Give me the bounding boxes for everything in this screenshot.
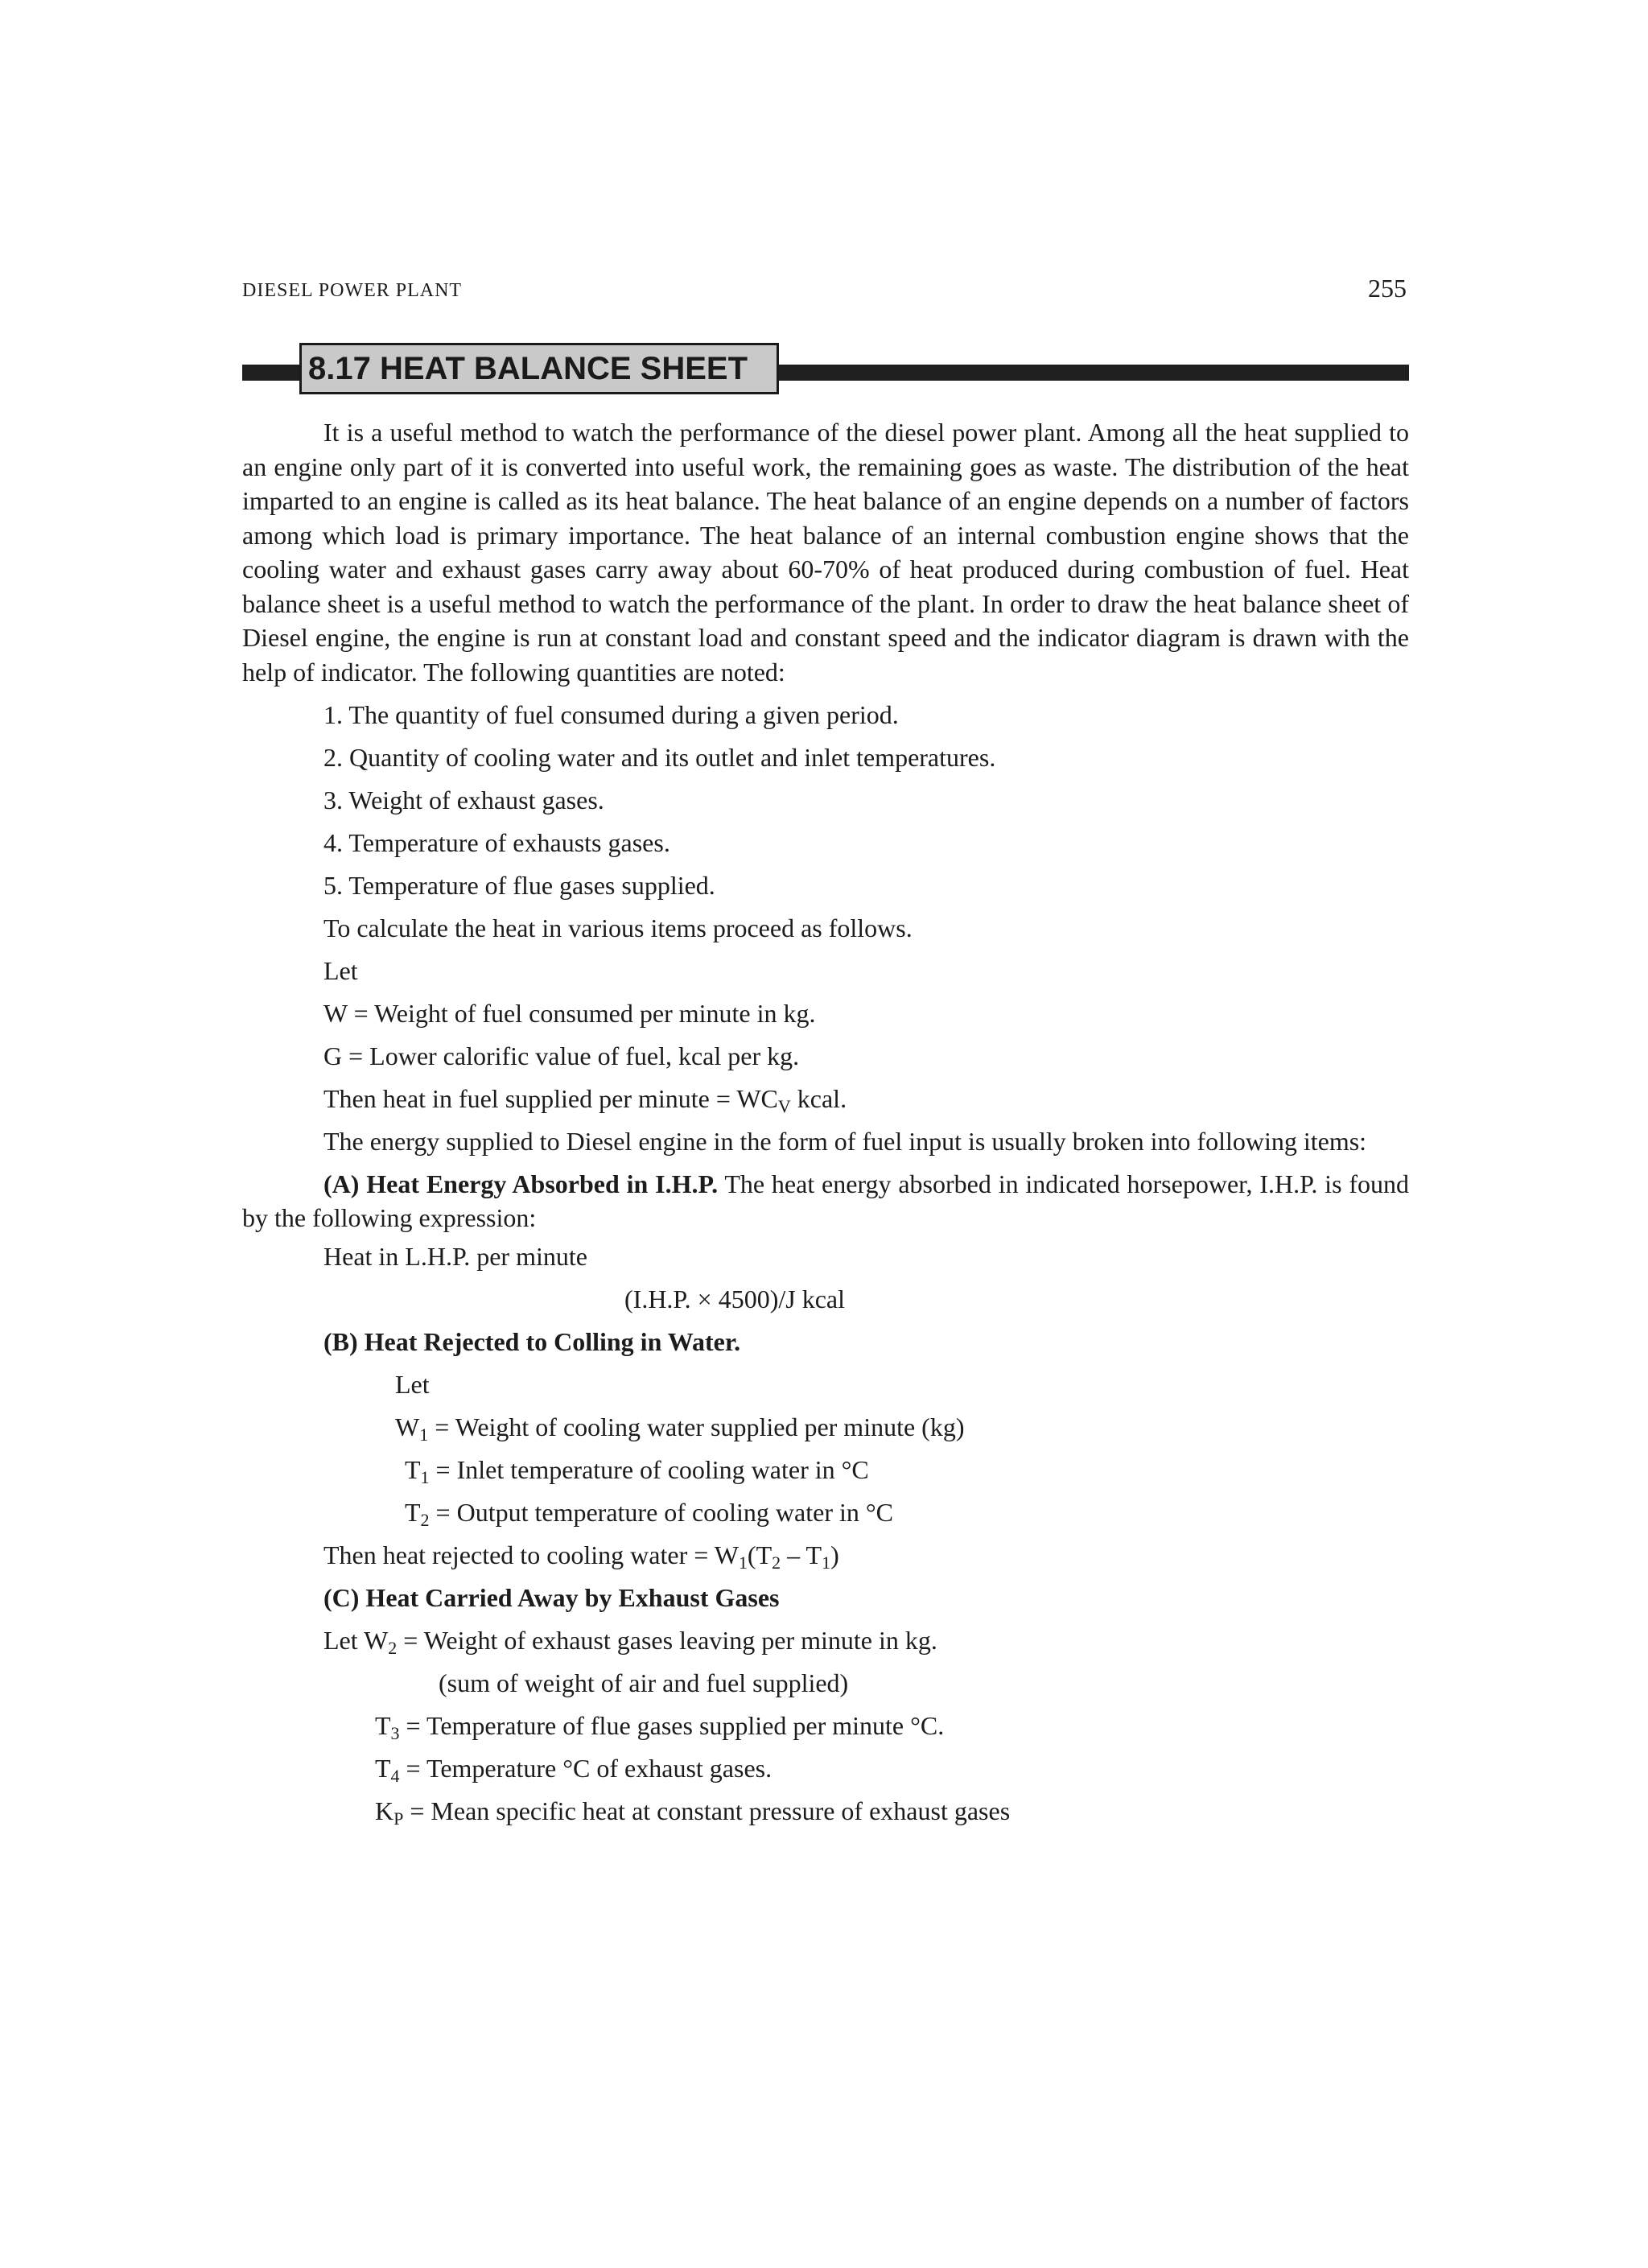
symbol: T bbox=[375, 1753, 391, 1783]
intro-paragraph: It is a useful method to watch the performance of the diesel power plant. Among all the heat supplied to an engine only part of it is converted into useful work, the remaining goes as waste. The distribution of the heat imparted to an engine is called as its heat balance. The heat balance of an engine depends on a number of factors among which load is primary importance. The heat balance of an internal combustion engine shows that the cooling water and exhaust gases carry away about 60-70% of heat produced during combustion of fuel. Heat balance sheet is a useful method to watch the performance of the plant. In order to draw the heat balance sheet of Diesel engine, the engine is run at constant load and constant speed and the indicator diagram is drawn with the help of indicator. The following quantities are noted: bbox=[242, 418, 1409, 687]
section-a-title: (A) Heat Energy Absorbed in I.H.P. bbox=[323, 1169, 719, 1198]
section-c-title bbox=[242, 1577, 1409, 1619]
definition-text: = Weight of cooling water supplied per minute (kg) bbox=[428, 1412, 965, 1441]
definition-w2 bbox=[242, 1619, 1409, 1662]
subscript: 1 bbox=[738, 1552, 748, 1573]
list-item: 3. Weight of exhaust gases. bbox=[323, 786, 604, 814]
heat-fuel-prefix: Then heat in fuel supplied per minute = WC bbox=[323, 1084, 778, 1113]
heat-lhp-label: Heat in L.H.P. per minute bbox=[323, 1241, 587, 1271]
heat-rejected-formula bbox=[242, 1534, 1409, 1577]
section-a-text: The heat energy absorbed in indicated horsepower, I.H.P. is found by the following expression: bbox=[242, 1169, 1410, 1232]
body-text bbox=[242, 415, 1409, 1833]
definition-w2-note: (sum of weight of air and fuel supplied) bbox=[439, 1668, 849, 1697]
definition-text: = Mean specific heat at constant pressure of exhaust gases bbox=[403, 1796, 1011, 1825]
definition-kp bbox=[242, 1790, 1409, 1833]
symbol: T bbox=[405, 1454, 421, 1484]
subscript: 3 bbox=[390, 1722, 400, 1743]
definition-t2 bbox=[242, 1491, 1409, 1534]
section-heading: 8.17 HEAT BALANCE SHEET bbox=[299, 343, 779, 394]
running-header-title: DIESEL POWER PLANT bbox=[242, 280, 463, 301]
definition-g: G = Lower calorific value of fuel, kcal per kg. bbox=[323, 1041, 800, 1070]
definition-w: W = Weight of fuel consumed per minute in kg. bbox=[323, 999, 816, 1028]
subscript: 4 bbox=[390, 1765, 400, 1786]
definition-text: = Output temperature of cooling water in °C bbox=[429, 1497, 894, 1527]
subscript: P bbox=[393, 1808, 404, 1829]
definition-text: = Temperature °C of exhaust gases. bbox=[399, 1753, 772, 1783]
symbol: T bbox=[405, 1497, 421, 1527]
definition-text: = Temperature of flue gases supplied per minute °C. bbox=[399, 1710, 945, 1740]
formula-part: (T bbox=[747, 1540, 772, 1569]
subscript: 2 bbox=[772, 1552, 781, 1573]
list-item: 2. Quantity of cooling water and its outlet and inlet temperatures. bbox=[323, 743, 996, 772]
list-item: 1. The quantity of fuel consumed during a given period. bbox=[323, 700, 899, 729]
section-c-heading: (C) Heat Carried Away by Exhaust Gases bbox=[323, 1582, 780, 1612]
subscript: 2 bbox=[388, 1637, 398, 1658]
subscript: 1 bbox=[419, 1424, 429, 1445]
symbol: K bbox=[375, 1796, 394, 1825]
definition-w1 bbox=[242, 1406, 1409, 1449]
formula-a: (I.H.P. × 4500)/J kcal bbox=[624, 1284, 846, 1313]
list-item: 5. Temperature of flue gases supplied. bbox=[323, 871, 715, 900]
heat-fuel-formula bbox=[242, 1078, 1409, 1120]
symbol: Let W bbox=[323, 1625, 389, 1655]
page-number: 255 bbox=[1368, 274, 1407, 303]
definition-t1 bbox=[242, 1449, 1409, 1491]
subscript: 1 bbox=[822, 1552, 831, 1573]
let-label: Let bbox=[323, 956, 358, 985]
formula-part: – T bbox=[781, 1540, 822, 1569]
quantities-list bbox=[242, 694, 1409, 907]
heat-fuel-suffix: kcal. bbox=[790, 1084, 847, 1113]
let-label: Let bbox=[395, 1369, 430, 1399]
definition-text: = Inlet temperature of cooling water in °C bbox=[429, 1454, 869, 1484]
formula-part: ) bbox=[830, 1540, 839, 1569]
definition-t4 bbox=[242, 1747, 1409, 1790]
subscript: 2 bbox=[420, 1509, 430, 1530]
subscript: 1 bbox=[420, 1466, 430, 1487]
definition-text: = Weight of exhaust gases leaving per minute in kg. bbox=[397, 1625, 937, 1655]
symbol: T bbox=[375, 1710, 391, 1740]
energy-paragraph: The energy supplied to Diesel engine in the form of fuel input is usually broken into following items: bbox=[323, 1127, 1367, 1156]
heat-fuel-subscript: V bbox=[777, 1096, 791, 1116]
definition-t3 bbox=[242, 1705, 1409, 1747]
section-b-heading: (B) Heat Rejected to Colling in Water. bbox=[323, 1326, 741, 1356]
list-item: 4. Temperature of exhausts gases. bbox=[323, 828, 670, 857]
symbol: W bbox=[395, 1412, 420, 1441]
formula-part: Then heat rejected to cooling water = W bbox=[323, 1540, 739, 1569]
section-b-title bbox=[242, 1321, 1409, 1363]
calc-intro: To calculate the heat in various items proceed as follows. bbox=[323, 913, 913, 942]
section-a-paragraph bbox=[242, 1167, 1409, 1235]
